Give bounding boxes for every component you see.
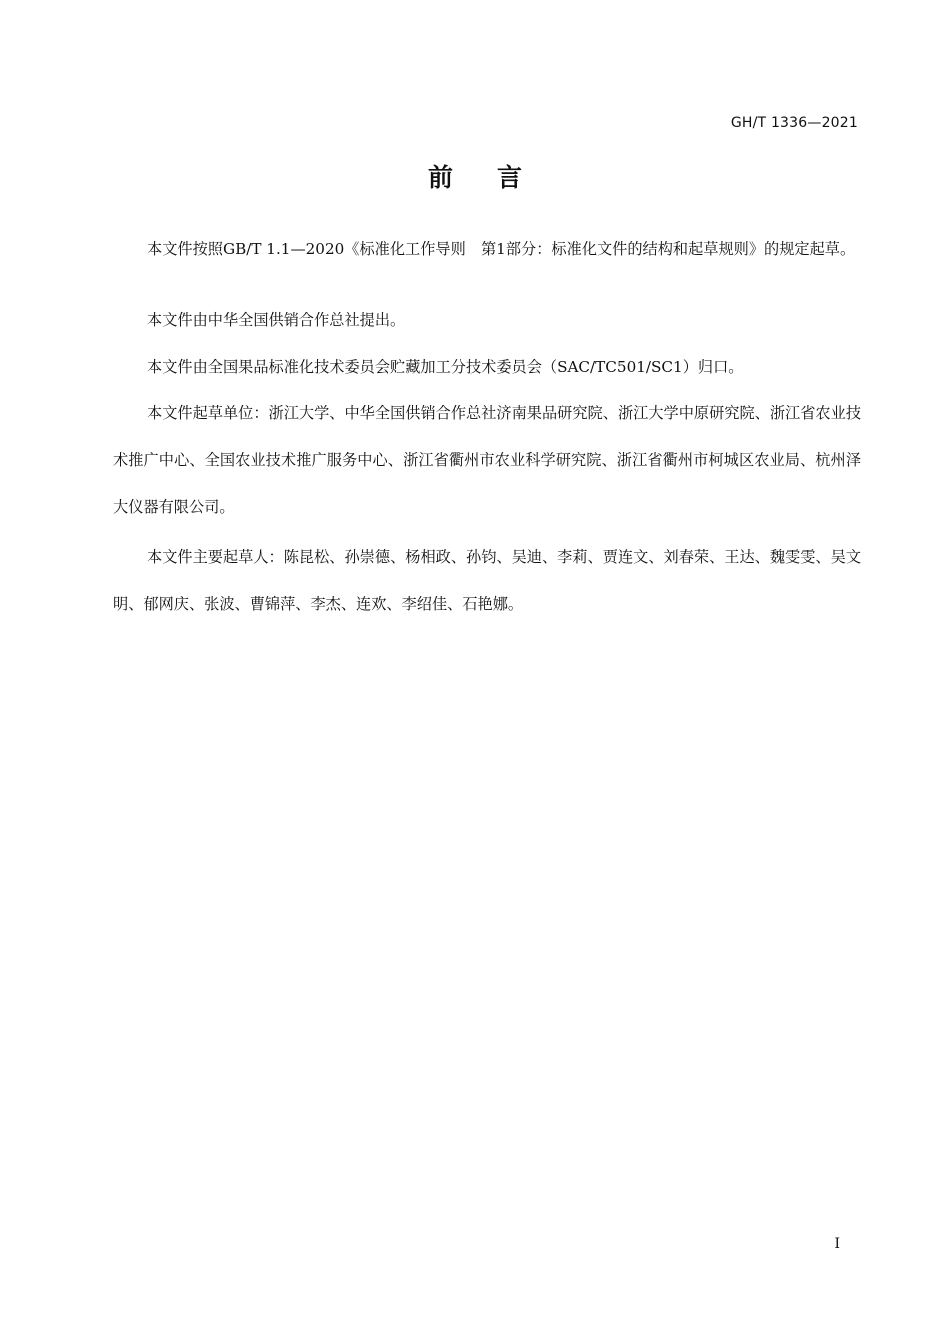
paragraph-drafters: 本文件主要起草人：陈昆松、孙崇德、杨相政、孙钧、吴迪、李莉、贾连文、刘春荣、王达、魏雯雯、吴文明、郁网庆、张波、曹锦萍、李杰、连欢、李绍佳、石艳娜。 [113, 548, 861, 613]
paragraph-committee: 本文件由全国果品标准化技术委员会贮藏加工分技术委员会（SAC/TC501/SC1）归口。 [147, 358, 744, 376]
paragraph-drafting-units: 本文件起草单位：浙江大学、中华全国供销合作总社济南果品研究院、浙江大学中原研究院、浙江省农业技术推广中心、全国农业技术推广服务中心、浙江省衢州市农业科学研究院、浙江省衢州市柯城区农业局、杭州泽大仪器有限公司。 [113, 404, 861, 516]
paragraph-drafting-rules: 本文件按照GB/T 1.1—2020《标准化工作导则 第1部分：标准化文件的结构和起草规则》的规定起草。 [147, 240, 856, 258]
standard-code: GH/T 1336—2021 [730, 115, 858, 131]
page-number: I [834, 1236, 840, 1252]
page-title: 前言 [427, 163, 566, 192]
paragraph-proposer: 本文件由中华全国供销合作总社提出。 [147, 311, 406, 329]
